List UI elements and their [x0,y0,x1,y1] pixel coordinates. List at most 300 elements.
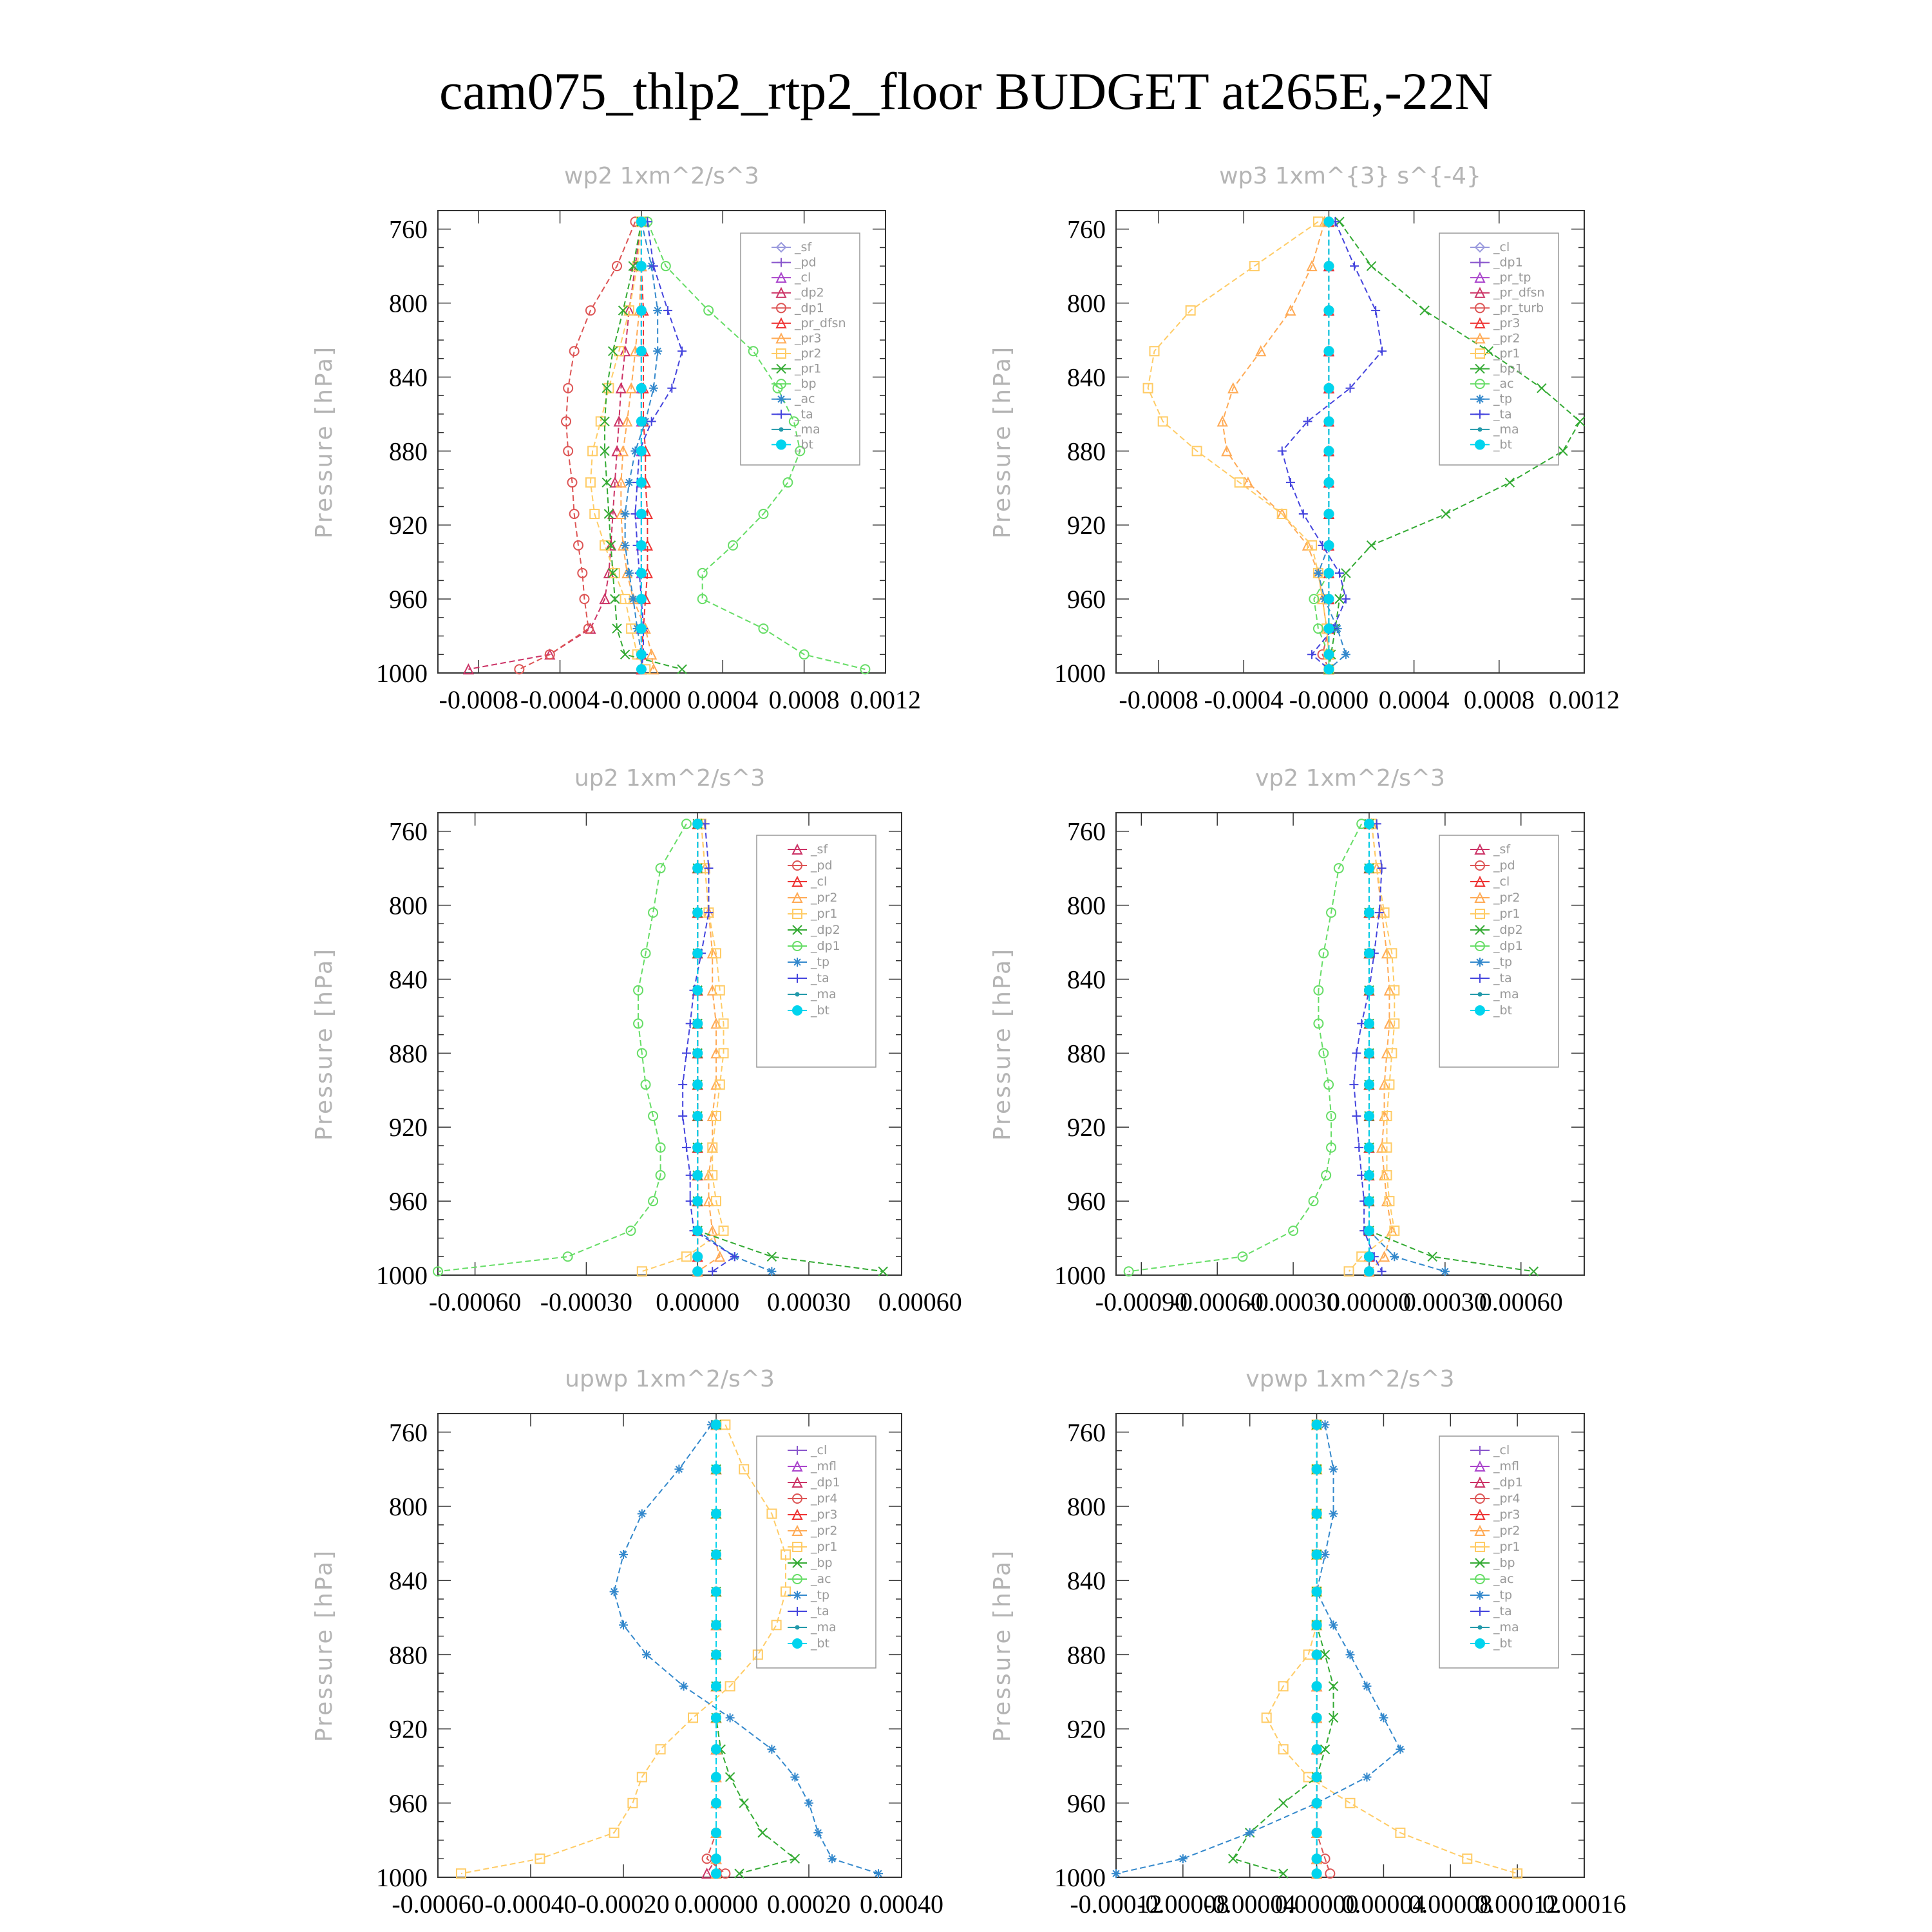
data-point [1365,1197,1374,1206]
legend-entry: _dp1 [795,301,824,316]
series-pr4 [1312,1420,1335,1878]
data-point [1354,1143,1363,1152]
x-tick-label: -0.0008 [1119,685,1198,714]
data-point [1365,1080,1374,1089]
legend-entry: _ta [1493,1604,1512,1618]
y-tick-label: 1000 [376,1863,428,1892]
y-tick-label: 800 [1067,1492,1106,1521]
data-point [1312,1854,1321,1863]
panel-title: wp3 1xm^{3} s^{-4} [1219,163,1481,189]
data-point [1346,1650,1355,1659]
panel-1 [311,163,921,714]
data-point [637,446,646,455]
legend-entry: _pr3 [1493,1508,1520,1522]
data-point [1420,306,1429,315]
data-point [1324,306,1333,315]
data-point [1324,624,1333,633]
data-point [712,1799,721,1808]
legend-entry: _pr2 [1493,891,1520,905]
series-line [697,824,883,1271]
legend [757,1436,876,1668]
x-tick-label: 0.00030 [767,1287,851,1316]
legend-entry: _pr2 [811,1524,838,1538]
legend-entry: _pr1 [811,907,838,921]
data-point [693,1143,702,1152]
data-point [637,594,646,603]
legend [1439,1436,1558,1668]
x-tick-label: -0.00040 [484,1889,577,1918]
x-tick-label: -0.0004 [1204,685,1283,714]
legend-marker [793,1639,802,1648]
legend-entry: _pr3 [811,1508,838,1522]
legend-marker [780,428,783,431]
y-tick-label: 960 [389,1788,428,1818]
data-point [637,650,646,659]
data-point [1365,1226,1374,1235]
legend-entry: _ta [811,971,829,985]
data-point [1365,1267,1374,1276]
x-tick-label: -0.00008 [1137,1889,1229,1918]
legend-entry: _ac [1493,377,1514,392]
data-point [739,1799,748,1808]
data-point [772,1620,781,1629]
legend-entry: _pr3 [1493,316,1520,330]
legend-entry: _ma [1493,422,1519,437]
x-tick-label: 0.00004 [1341,1889,1426,1918]
y-tick-label: 840 [389,1566,428,1596]
series-pr_dfsn [637,217,652,674]
x-tick-label: 0.00040 [860,1889,943,1918]
panel-2 [989,163,1620,714]
series-line [716,1425,795,1873]
legend-marker [1475,258,1484,267]
data-point [1324,650,1333,659]
legend-entry: _ma [811,1620,837,1634]
series-tp [610,1420,883,1878]
legend-entry: _pr1 [1493,346,1520,361]
series-pr1 [457,1420,790,1878]
legend-entry: _ac [811,1572,831,1586]
data-point [1365,864,1374,873]
legend-entry: _pd [795,255,817,270]
y-tick-label: 840 [389,965,428,994]
data-point [693,908,702,917]
data-point [596,417,605,426]
y-tick-label: 880 [389,1039,428,1068]
legend-entry: _sf [1493,842,1511,857]
data-point [653,306,662,315]
legend-entry: _pr1 [811,1540,838,1554]
legend [1439,233,1558,465]
data-point [1365,986,1374,995]
y-tick-label: 880 [389,437,428,466]
legend-marker [1475,410,1484,419]
data-point [1349,1080,1358,1089]
legend-entry: _ma [811,987,837,1001]
data-point [637,541,646,550]
data-point [637,261,646,270]
legend-entry: _cl [1493,875,1510,889]
series-bp1 [1324,217,1584,674]
legend-entry: _tp [811,955,830,969]
y-tick-label: 880 [1067,437,1106,466]
data-point [712,1745,721,1754]
data-point [602,478,611,487]
series-pr1 [600,217,687,674]
legend-entry: _pr1 [795,361,822,376]
series-dp1 [1124,819,1367,1276]
y-tick-label: 880 [389,1640,428,1670]
data-point [1307,650,1316,659]
y-tick-label: 760 [1067,1417,1106,1447]
data-point [693,1267,702,1276]
legend-entry: _ac [795,392,815,406]
legend-entry: _pr2 [1493,1524,1520,1538]
data-point [637,478,646,487]
data-point [712,1420,721,1429]
legend-entry: _ma [1493,1620,1519,1634]
data-point [649,384,658,393]
page-title: cam075_thlp2_rtp2_floor BUDGET at265E,-22N [439,62,1493,120]
legend-marker [793,1006,802,1015]
legend-entry: _pd [1493,858,1515,873]
y-tick-label: 760 [389,1417,428,1447]
series-pr2 [1218,217,1333,674]
y-tick-label: 760 [389,817,428,846]
legend [757,835,876,1067]
x-tick-label: 0.00016 [1542,1889,1626,1918]
data-point [637,384,646,393]
series-line [1148,222,1329,669]
x-tick-label: 0.00020 [767,1889,851,1918]
x-tick-label: -0.00004 [1204,1889,1296,1918]
legend-entry: _pr_dfsn [1493,285,1545,300]
data-point [1312,1745,1321,1754]
data-point [1312,1420,1321,1429]
y-tick-label: 960 [389,1187,428,1217]
x-tick-label: 0.00008 [1408,1889,1493,1918]
legend-entry: _sf [795,240,812,254]
x-tick-label: 0.00000 [674,1889,758,1918]
x-tick-label: 0.00060 [1479,1287,1563,1316]
series-bp [712,1420,799,1878]
panel-5 [311,1366,943,1918]
data-point [1324,384,1333,393]
series-ac [1309,217,1333,674]
x-tick-label: -0.0004 [520,685,600,714]
x-tick-label: -0.00012 [1070,1889,1162,1918]
data-point [1279,1799,1288,1808]
y-tick-label: 1000 [1054,1863,1106,1892]
data-point [1365,949,1374,958]
legend-marker [777,440,786,449]
legend-entry: _bp [795,377,817,392]
y-tick-label: 840 [1067,965,1106,994]
legend-entry: _cl [811,1443,828,1457]
data-point [682,1143,691,1152]
series-dp1 [433,819,691,1276]
legend-entry: _bt [811,1003,830,1018]
legend-entry: _pr_dfsn [795,316,846,330]
y-tick-label: 920 [389,1714,428,1744]
legend-entry: _pr4 [811,1492,838,1506]
data-point [693,1080,702,1089]
x-tick-label: -0.00020 [577,1889,670,1918]
y-tick-label: 1000 [376,659,428,688]
data-point [637,569,646,578]
data-point [783,478,792,487]
panel-title: vpwp 1xm^2/s^3 [1245,1366,1455,1392]
legend-marker [1479,428,1482,431]
series-line [468,222,641,669]
legend-entry: _ac [1493,1572,1514,1586]
data-point [712,1464,721,1473]
data-point [638,1510,647,1519]
y-tick-label: 840 [389,363,428,392]
data-point [1371,306,1380,315]
series-line [647,222,865,669]
data-point [1312,1464,1321,1473]
legend-marker [777,258,786,267]
legend-entry: _tp [1493,1588,1513,1602]
data-point [1365,1112,1374,1121]
y-axis-label: Pressure [hPa] [989,345,1016,539]
legend-entry: _ta [795,407,813,422]
legend-entry: _bt [1493,437,1513,452]
y-axis-label: Pressure [hPa] [311,1548,337,1743]
panel-title: upwp 1xm^2/s^3 [565,1366,775,1392]
legend-entry: _pr_turb [1493,301,1544,316]
x-tick-label: 0.0008 [1463,685,1535,714]
data-point [619,1550,628,1559]
data-point [1324,509,1333,518]
plot-frame [1116,813,1584,1275]
data-point [767,1267,776,1276]
data-point [1324,478,1333,487]
data-point [682,1048,691,1057]
legend-marker [793,974,802,983]
panel-title: vp2 1xm^2/s^3 [1255,765,1445,791]
legend-entry: _bp [811,1556,833,1570]
data-point [767,1745,776,1754]
series-dp2 [1365,819,1538,1276]
data-point [1312,1550,1321,1559]
legend-entry: _bt [1493,1636,1513,1651]
legend [741,233,860,465]
data-point [1362,1681,1371,1690]
x-tick-label: -0.0008 [439,685,518,714]
legend-marker [1475,440,1484,449]
series-pr_turb [1318,217,1334,674]
data-point [1365,819,1374,828]
data-point [804,1799,813,1808]
legend-marker [777,410,786,419]
series-pr1 [1345,819,1399,1276]
legend-marker [1475,1591,1484,1600]
data-point [712,1510,721,1519]
legend-entry: _cl [1493,1443,1510,1457]
x-tick-label: 0.00000 [1327,1287,1411,1316]
series-ta [1349,819,1386,1276]
data-point [1324,261,1333,270]
legend-entry: _tp [1493,955,1513,969]
data-point [1352,1048,1361,1057]
legend-entry: _pr2 [795,346,822,361]
series-tp [1314,217,1350,674]
legend-entry: _tp [1493,392,1513,406]
data-point [712,1713,721,1722]
legend-entry: _ta [1493,971,1512,985]
legend-marker [793,1607,802,1616]
y-tick-label: 800 [389,1492,428,1521]
plot-frame [438,211,886,673]
data-point [649,261,658,270]
legend-marker [1475,395,1484,404]
data-point [1312,1620,1321,1629]
legend-entry: _ma [795,422,820,437]
y-axis-label: Pressure [hPa] [311,947,337,1141]
data-point [667,384,676,393]
data-point [1505,478,1514,487]
data-point [1367,541,1376,550]
x-tick-label: 0.0004 [1378,685,1450,714]
data-point [693,1226,702,1235]
series-dp1 [515,217,639,674]
series-line [1222,222,1329,669]
data-point [712,1681,721,1690]
data-point [1352,1112,1361,1121]
legend-marker [1475,1446,1484,1455]
y-tick-label: 800 [389,891,428,920]
data-point [828,1854,837,1863]
y-tick-label: 960 [389,585,428,614]
data-point [1324,417,1333,426]
data-point [678,1080,687,1089]
x-tick-label: -0.0000 [1289,685,1369,714]
x-tick-label: 0.0012 [1549,685,1620,714]
y-tick-label: 920 [1067,511,1106,540]
x-tick-label: -0.00090 [1095,1287,1188,1316]
legend-entry: _mfl [811,1459,837,1473]
data-point [1441,509,1450,518]
data-point [663,306,672,315]
y-tick-label: 800 [1067,891,1106,920]
legend-entry: _ta [1493,407,1512,422]
series-bp [1229,1420,1338,1878]
legend-entry: _pr2 [1493,331,1520,346]
x-tick-label: 0.0008 [768,685,840,714]
data-point [1378,864,1387,873]
series-line [1129,824,1362,1271]
legend-entry: _sf [811,842,828,857]
y-tick-label: 960 [1067,1788,1106,1818]
series-ta [678,819,739,1276]
legend [1439,835,1558,1067]
data-point [693,1019,702,1028]
data-point [1324,594,1333,603]
data-point [1558,446,1567,455]
y-tick-label: 920 [389,511,428,540]
data-point [637,665,646,674]
data-point [1324,446,1333,455]
x-tick-label: -0.00030 [540,1287,633,1316]
legend-entry: _ma [1493,987,1519,1001]
data-point [677,346,687,355]
series-pr1 [1144,217,1334,674]
legend-marker [796,993,799,996]
legend-entry: _pr_tp [1493,270,1531,285]
data-point [712,1650,721,1659]
data-point [1324,346,1333,355]
data-point [619,1620,628,1629]
data-point [726,1772,735,1781]
legend-entry: _dp2 [1493,923,1523,937]
data-point [1484,346,1493,355]
y-tick-label: 760 [1067,817,1106,846]
x-tick-label: -0.0000 [601,685,681,714]
data-point [693,949,702,958]
legend-entry: _dp2 [795,285,824,300]
data-point [874,1869,883,1878]
data-point [693,819,702,828]
series-dp2 [693,819,887,1276]
panel-title: wp2 1xm^2/s^3 [564,163,759,189]
legend-marker [796,1626,799,1629]
y-tick-label: 920 [1067,1714,1106,1744]
legend-marker [1475,1639,1484,1648]
data-point [1312,1681,1321,1690]
data-point [611,594,620,603]
data-point [1312,1650,1321,1659]
data-point [1321,1550,1330,1559]
data-point [625,478,634,487]
panel-title: up2 1xm^2/s^3 [574,765,766,791]
data-point [790,1854,799,1863]
legend-entry: _bt [1493,1003,1513,1018]
data-point [1329,1464,1338,1473]
data-point [712,1854,721,1863]
y-tick-label: 920 [389,1113,428,1142]
x-tick-label: -0.00060 [392,1889,484,1918]
legend-marker [1475,974,1484,983]
data-point [678,1112,687,1121]
data-point [1179,1854,1188,1863]
x-tick-label: 0.00030 [1403,1287,1487,1316]
data-point [642,1650,651,1659]
data-point [749,346,758,355]
data-point [1329,1620,1338,1629]
panel-6 [989,1366,1626,1918]
x-tick-label: 0.0012 [850,685,921,714]
legend-entry: _ta [811,1604,829,1618]
series-tp [693,819,776,1276]
data-point [790,1772,799,1781]
y-tick-label: 840 [1067,363,1106,392]
y-tick-label: 760 [1067,214,1106,244]
data-point [674,1464,683,1473]
series-line [1267,1425,1517,1873]
data-point [621,650,630,659]
legend-entry: _dp1 [1493,939,1523,953]
data-point [679,1681,688,1690]
data-point [604,384,613,393]
y-tick-label: 880 [1067,1039,1106,1068]
legend-entry: _mfl [1493,1459,1519,1473]
data-point [1365,1252,1374,1261]
legend-marker [1475,1006,1484,1015]
legend-entry: _bp [1493,1556,1515,1570]
legend-entry: _pr4 [1493,1492,1520,1506]
